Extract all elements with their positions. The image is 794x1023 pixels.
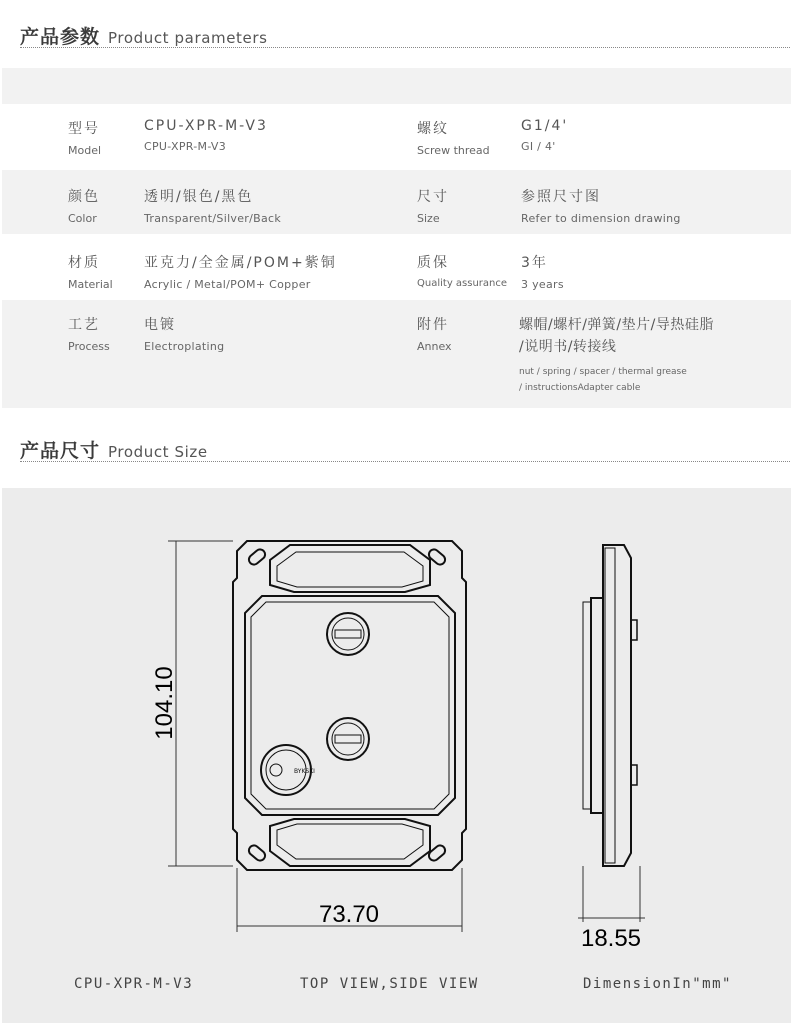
caption-unit: DimensionIn"mm": [583, 976, 732, 992]
section-title-en: Product Size: [108, 443, 208, 461]
height-dim-label: 104.10: [151, 666, 178, 740]
inlet-port: [327, 613, 369, 655]
param-label-annex: 附件 Annex: [417, 317, 452, 353]
plate-outline: [233, 541, 466, 870]
section-title-cn: 产品参数: [20, 26, 101, 48]
section-title-en: Product parameters: [108, 29, 268, 47]
param-label-material: 材质 Material: [68, 255, 113, 291]
depth-dim-label: 18.55: [580, 925, 642, 952]
caption-model: CPU-XPR-M-V3: [74, 976, 194, 992]
param-value-thread: G1/4' GI / 4': [521, 118, 569, 153]
param-label-color: 颜色 Color: [68, 189, 100, 225]
logo-text: BYKSKI: [294, 768, 315, 775]
param-value-process: 电镀 Electroplating: [144, 317, 225, 353]
param-label-model: 型号 Model: [68, 121, 102, 157]
param-label-process: 工艺 Process: [68, 317, 110, 353]
param-value-annex-en: nut / spring / spacer / thermal grease / instructionsAdapter cable: [519, 367, 687, 393]
outlet-port: [327, 718, 369, 760]
param-label-thread: 螺纹 Screw thread: [417, 121, 490, 157]
mount-slot-bl: [247, 843, 267, 862]
param-value-warranty: 3年 3 years: [521, 255, 564, 291]
caption-view: TOP VIEW,SIDE VIEW: [300, 976, 479, 992]
plate-inner-window: [245, 596, 455, 815]
section-title-cn: 产品尺寸: [20, 440, 101, 462]
mount-slot-tl: [247, 547, 267, 566]
width-dim-label: 73.70: [318, 901, 380, 928]
param-value-model: CPU-XPR-M-V3 CPU-XPR-M-V3: [144, 118, 268, 153]
param-label-warranty: 质保 Quality assurance: [417, 255, 508, 289]
param-value-material: 亚克力/全金属/POM+紫铜 Acrylic / Metal/POM+ Copper: [144, 255, 337, 291]
param-value-color: 透明/银色/黑色 Transparent/Silver/Back: [144, 189, 282, 225]
param-value-annex: 螺帽/螺杆/弹簧/垫片/导热硅脂 /说明书/转接线: [519, 317, 714, 355]
param-value-size: 参照尺寸图 Refer to dimension drawing: [521, 189, 681, 225]
param-label-size: 尺寸 Size: [417, 189, 449, 225]
side-view: [583, 545, 637, 866]
